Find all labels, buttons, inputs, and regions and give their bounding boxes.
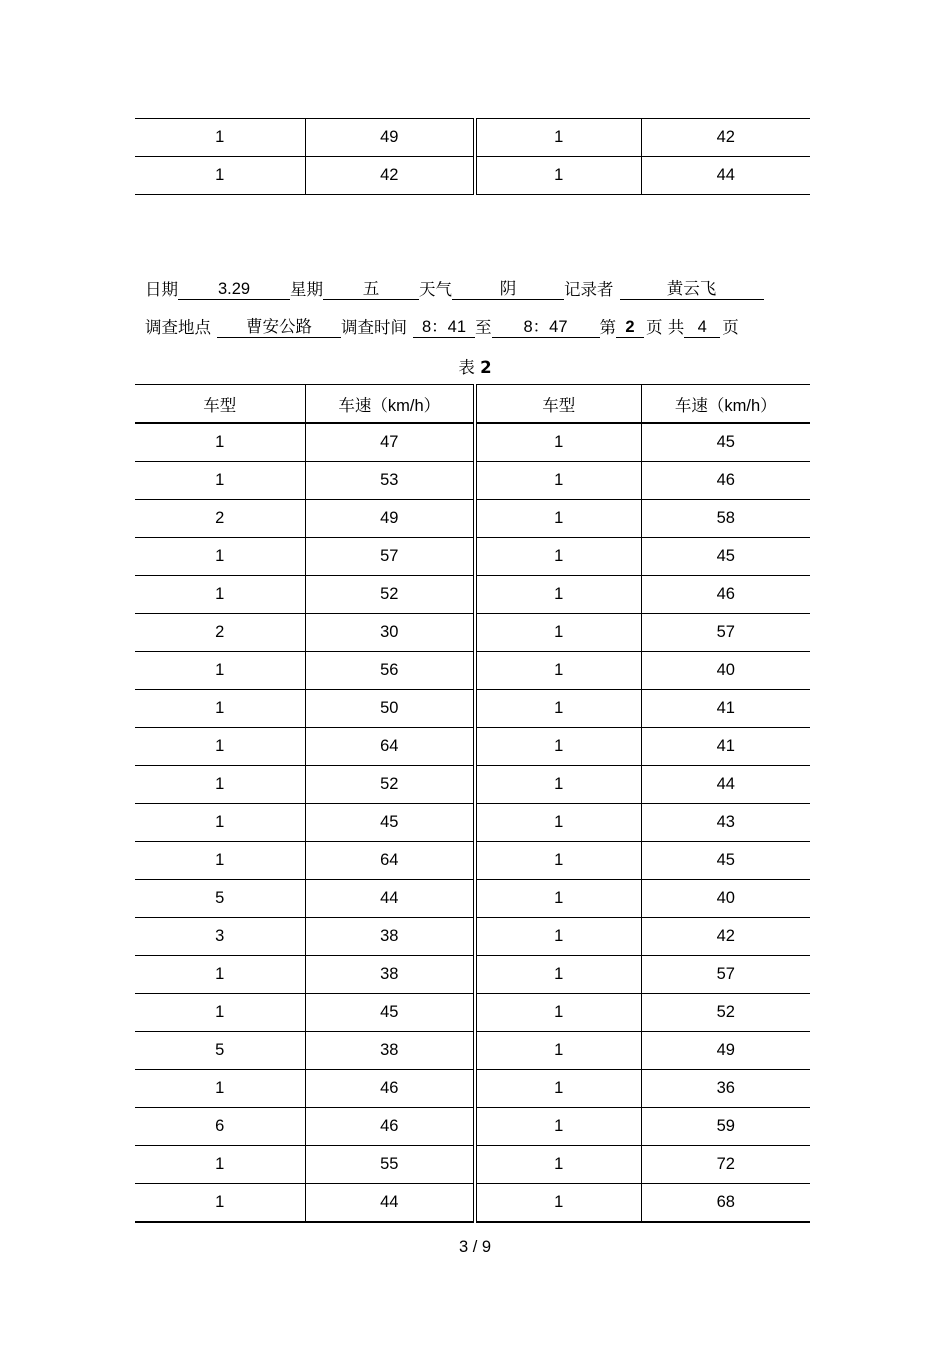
vehicle-type-cell: 1 [475,538,641,576]
date-value: 3.29 [178,279,290,300]
vehicle-type-cell: 1 [475,576,641,614]
speed-cell: 53 [305,462,475,500]
vehicle-type-cell: 1 [475,918,641,956]
vehicle-type-cell: 1 [475,956,641,994]
recorder-label: 记录者 [564,280,614,299]
speed-cell: 44 [641,766,810,804]
speed-cell: 50 [305,690,475,728]
speed-cell: 44 [305,880,475,918]
table-caption-number: 2 [480,358,492,377]
table-row [135,1070,810,1108]
speed-cell: 30 [305,614,475,652]
vehicle-type-cell: 1 [135,462,305,500]
vehicle-type-cell: 1 [475,1184,641,1223]
vehicle-type-cell: 1 [475,119,641,157]
weekday-label: 星期 [290,280,323,299]
speed-cell: 56 [305,652,475,690]
speed-cell: 49 [305,500,475,538]
speed-cell: 46 [641,576,810,614]
vehicle-type-cell: 1 [475,728,641,766]
column-header-vehicle-type: 车型 [135,385,305,424]
vehicle-type-cell: 1 [135,652,305,690]
page-suffix-label: 页 [722,318,739,337]
vehicle-type-cell: 1 [475,690,641,728]
speed-cell: 46 [305,1108,475,1146]
vehicle-type-cell: 1 [475,614,641,652]
speed-cell: 64 [305,842,475,880]
vehicle-type-cell: 1 [135,538,305,576]
speed-cell: 46 [641,462,810,500]
vehicle-type-cell: 1 [475,1032,641,1070]
vehicle-type-cell: 1 [475,1070,641,1108]
table-row [135,652,810,690]
vehicle-type-cell: 1 [475,423,641,462]
page-prefix-label: 第 [599,318,616,337]
speed-cell: 38 [305,918,475,956]
vehicle-type-cell: 1 [135,423,305,462]
vehicle-type-cell: 1 [135,1146,305,1184]
vehicle-type-cell: 1 [475,1146,641,1184]
speed-cell: 41 [641,728,810,766]
vehicle-type-cell: 1 [135,994,305,1032]
table-row [135,956,810,994]
table-row [135,1108,810,1146]
vehicle-type-cell: 1 [135,766,305,804]
survey-info-line-1 [145,279,764,300]
table-row [135,119,810,157]
vehicle-type-cell: 1 [135,690,305,728]
vehicle-type-cell: 5 [135,880,305,918]
weather-label: 天气 [419,280,452,299]
speed-cell: 44 [641,157,810,195]
time-start-value: 8：41 [413,317,475,338]
page-total-prefix-label: 页 共 [646,318,685,337]
speed-cell: 72 [641,1146,810,1184]
speed-cell: 46 [305,1070,475,1108]
speed-cell: 47 [305,423,475,462]
vehicle-type-cell: 1 [135,576,305,614]
speed-cell: 57 [641,956,810,994]
table-row [135,576,810,614]
speed-cell: 55 [305,1146,475,1184]
time-label: 调查时间 [341,318,407,337]
vehicle-speed-table-body [135,423,810,1222]
table-row [135,728,810,766]
page-number-value: 2 [616,317,644,338]
speed-cell: 41 [641,690,810,728]
speed-cell: 36 [641,1070,810,1108]
speed-cell: 49 [641,1032,810,1070]
speed-cell: 58 [641,500,810,538]
vehicle-type-cell: 1 [475,500,641,538]
speed-cell: 52 [305,766,475,804]
vehicle-type-cell: 1 [475,766,641,804]
speed-cell: 42 [641,119,810,157]
column-header-vehicle-type: 车型 [475,385,641,424]
speed-cell: 42 [305,157,475,195]
speed-cell: 45 [305,994,475,1032]
recorder-value: 黄云飞 [620,279,764,300]
continued-speed-table-body [135,119,810,195]
table-row [135,157,810,195]
speed-cell: 52 [641,994,810,1032]
table-row [135,690,810,728]
speed-cell: 57 [641,614,810,652]
weather-value: 阴 [452,279,564,300]
location-label: 调查地点 [145,318,211,337]
table-row [135,880,810,918]
location-value: 曹安公路 [217,317,341,338]
weekday-value: 五 [323,279,419,300]
vehicle-type-cell: 3 [135,918,305,956]
table-row [135,538,810,576]
speed-cell: 38 [305,956,475,994]
speed-cell: 52 [305,576,475,614]
page-total-value: 4 [684,317,720,338]
speed-cell: 49 [305,119,475,157]
speed-cell: 64 [305,728,475,766]
table-row [135,614,810,652]
vehicle-speed-table [135,384,810,1223]
table-row [135,918,810,956]
table-row [135,1032,810,1070]
vehicle-type-cell: 6 [135,1108,305,1146]
speed-cell: 40 [641,652,810,690]
vehicle-type-cell: 1 [475,652,641,690]
page-indicator: 3 / 9 [458,1238,492,1256]
speed-cell: 45 [305,804,475,842]
table-row [135,804,810,842]
time-end-value: 8：47 [492,317,600,338]
table-row [135,423,810,462]
vehicle-type-cell: 2 [135,500,305,538]
time-to-label: 至 [475,318,492,337]
table-row [135,994,810,1032]
vehicle-type-cell: 1 [135,157,305,195]
vehicle-type-cell: 5 [135,1032,305,1070]
speed-cell: 44 [305,1184,475,1223]
column-header-speed: 车速（km/h） [641,385,810,424]
vehicle-type-cell: 1 [135,728,305,766]
date-label: 日期 [145,280,178,299]
speed-cell: 45 [641,423,810,462]
vehicle-type-cell: 1 [135,842,305,880]
vehicle-type-cell: 1 [475,157,641,195]
vehicle-type-cell: 1 [475,462,641,500]
speed-cell: 59 [641,1108,810,1146]
table-row [135,842,810,880]
vehicle-type-cell: 1 [135,956,305,994]
speed-cell: 43 [641,804,810,842]
table-caption [0,354,950,378]
column-header-speed: 车速（km/h） [305,385,475,424]
vehicle-type-cell: 1 [135,119,305,157]
vehicle-type-cell: 1 [475,842,641,880]
table-header-row [135,385,810,424]
speed-cell: 45 [641,538,810,576]
vehicle-type-cell: 1 [475,804,641,842]
vehicle-type-cell: 1 [475,1108,641,1146]
vehicle-type-cell: 1 [135,1184,305,1223]
table-row [135,500,810,538]
table-row [135,462,810,500]
vehicle-type-cell: 2 [135,614,305,652]
table-row [135,1184,810,1223]
table-row [135,1146,810,1184]
table-row [135,766,810,804]
speed-cell: 68 [641,1184,810,1223]
vehicle-type-cell: 1 [135,804,305,842]
table-caption-prefix: 表 [458,358,481,377]
speed-cell: 40 [641,880,810,918]
vehicle-type-cell: 1 [475,880,641,918]
speed-cell: 45 [641,842,810,880]
speed-cell: 57 [305,538,475,576]
continued-speed-table [135,118,810,195]
speed-cell: 42 [641,918,810,956]
vehicle-type-cell: 1 [475,994,641,1032]
survey-info-line-2 [145,317,739,338]
vehicle-type-cell: 1 [135,1070,305,1108]
speed-cell: 38 [305,1032,475,1070]
